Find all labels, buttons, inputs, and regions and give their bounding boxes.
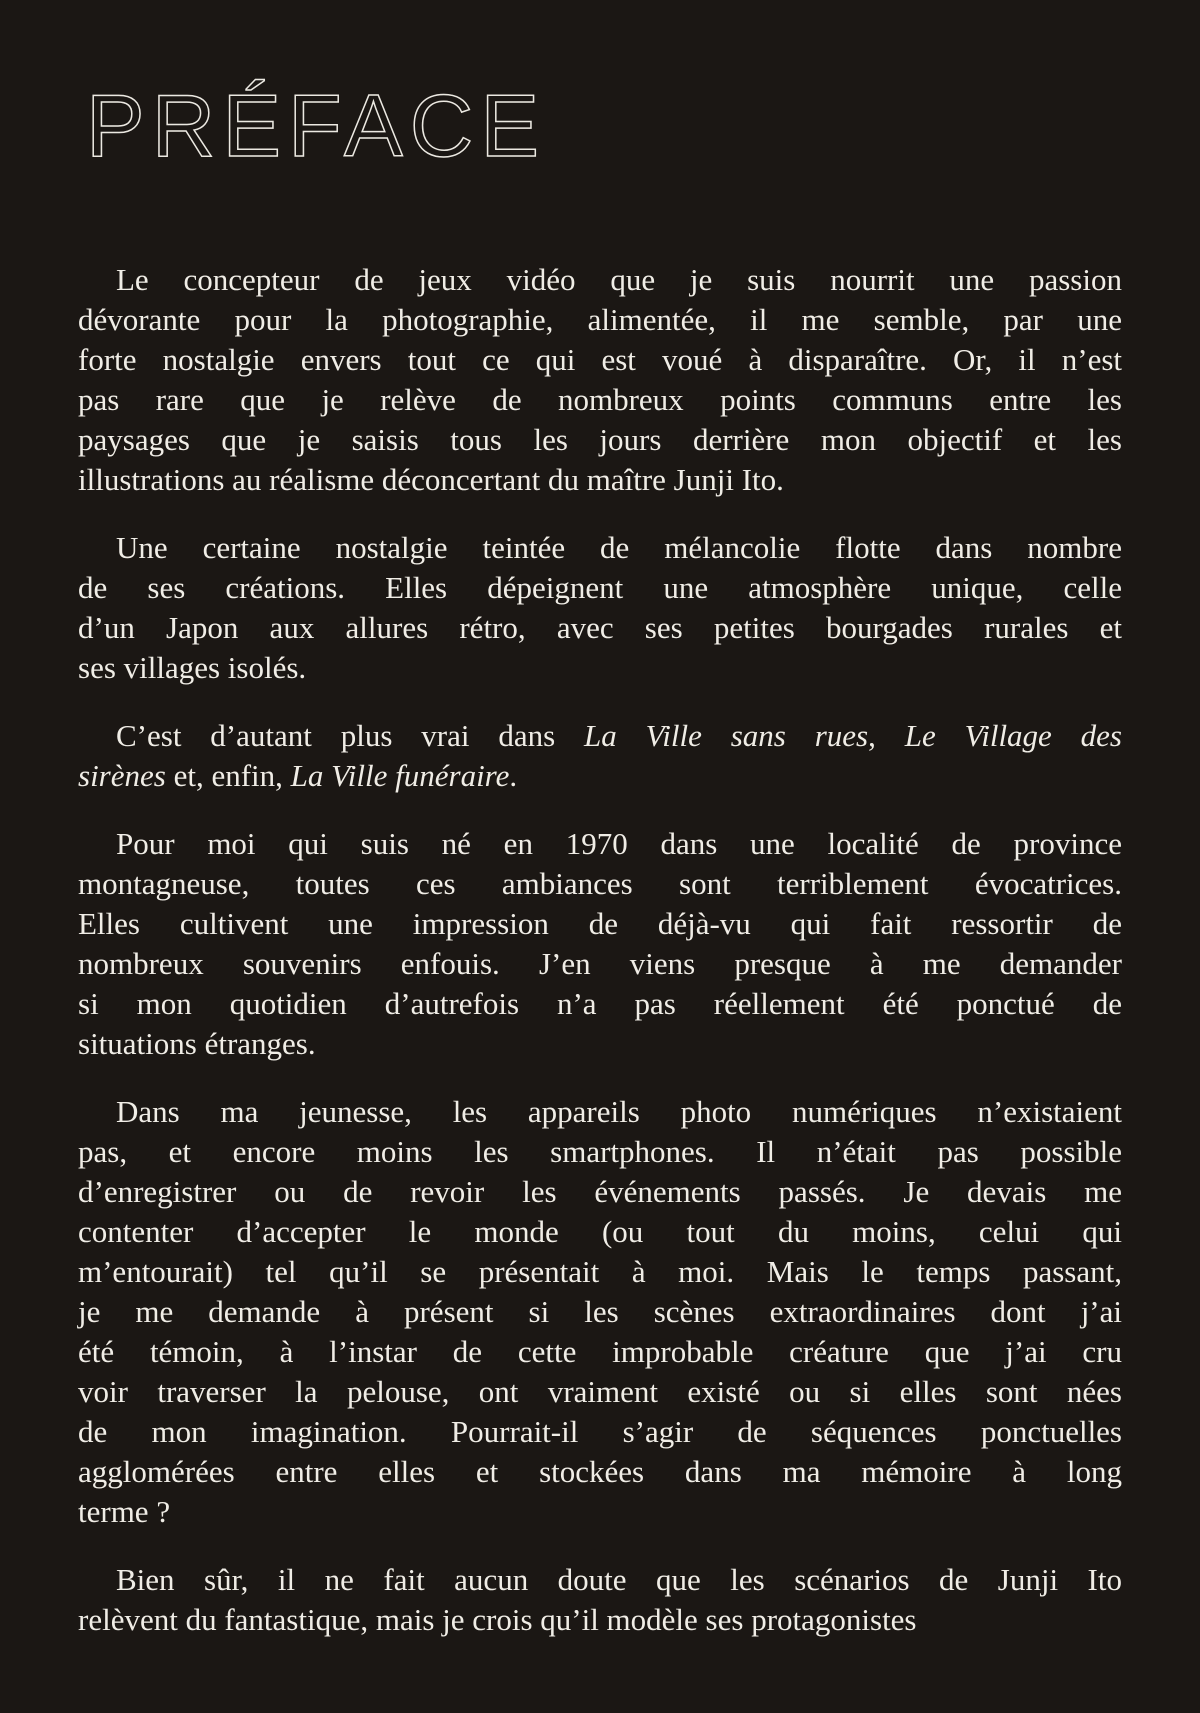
- text-line: terme ?: [78, 1494, 171, 1529]
- text-line: de mon imagination. Pourrait-il s’agir de séquences ponctuelles: [78, 1414, 1122, 1449]
- text-line: forte nostalgie envers tout ce qui est voué à disparaître. Or, il n’est: [78, 342, 1122, 377]
- text-line: m’entourait) tel qu’il se présentait à moi. Mais le temps passant,: [78, 1254, 1122, 1289]
- text-line: situations étranges.: [78, 1026, 316, 1061]
- text-line: dévorante pour la photographie, alimentée, il me semble, par une: [78, 302, 1122, 337]
- text-line: contenter d’accepter le monde (ou tout du moins, celui qui: [78, 1214, 1122, 1249]
- text-line: paysages que je saisis tous les jours derrière mon objectif et les: [78, 422, 1122, 457]
- text-line: illustrations au réalisme déconcertant du maître Junji Ito.: [78, 462, 784, 497]
- text-line: pas, et encore moins les smartphones. Il n’était pas possible: [78, 1134, 1122, 1169]
- paragraph: [78, 716, 1122, 796]
- text-line: relèvent du fantastique, mais je crois qu’il modèle ses protagonistes: [78, 1602, 917, 1637]
- paragraph: [78, 1092, 1122, 1532]
- text-line: Une certaine nostalgie teintée de mélancolie flotte dans nombre: [116, 530, 1122, 565]
- paragraph: [78, 1560, 1122, 1640]
- text-line: C’est d’autant plus vrai dans La Ville sans rues, Le Village des: [116, 718, 1122, 753]
- text-line: Pour moi qui suis né en 1970 dans une localité de province: [116, 826, 1122, 861]
- text-line: Dans ma jeunesse, les appareils photo numériques n’existaient: [116, 1094, 1122, 1129]
- paragraph: [78, 824, 1122, 1064]
- text-line: Le concepteur de jeux vidéo que je suis nourrit une passion: [116, 262, 1122, 297]
- preface-body: [78, 260, 1122, 1640]
- paragraph: [78, 528, 1122, 688]
- text-line: pas rare que je relève de nombreux points communs entre les: [78, 382, 1122, 417]
- text-line: nombreux souvenirs enfouis. J’en viens presque à me demander: [78, 946, 1122, 981]
- text-line: Elles cultivent une impression de déjà-vu qui fait ressortir de: [78, 906, 1122, 941]
- text-line: je me demande à présent si les scènes extraordinaires dont j’ai: [78, 1294, 1122, 1329]
- text-line: d’un Japon aux allures rétro, avec ses petites bourgades rurales et: [78, 610, 1122, 645]
- text-line: agglomérées entre elles et stockées dans ma mémoire à long: [78, 1454, 1122, 1489]
- text-line: montagneuse, toutes ces ambiances sont terriblement évocatrices.: [78, 866, 1122, 901]
- text-line: été témoin, à l’instar de cette improbable créature que j’ai cru: [78, 1334, 1122, 1369]
- text-line: Bien sûr, il ne fait aucun doute que les scénarios de Junji Ito: [116, 1562, 1122, 1597]
- paragraph: [78, 260, 1122, 500]
- text-line: de ses créations. Elles dépeignent une atmosphère unique, celle: [78, 570, 1122, 605]
- page-title: PRÉFACE: [86, 76, 547, 175]
- text-line: si mon quotidien d’autrefois n’a pas réellement été ponctué de: [78, 986, 1122, 1021]
- text-line: sirènes et, enfin, La Ville funéraire.: [78, 758, 518, 793]
- text-line: d’enregistrer ou de revoir les événements passés. Je devais me: [78, 1174, 1122, 1209]
- text-line: voir traverser la pelouse, ont vraiment existé ou si elles sont nées: [78, 1374, 1122, 1409]
- text-line: ses villages isolés.: [78, 650, 307, 685]
